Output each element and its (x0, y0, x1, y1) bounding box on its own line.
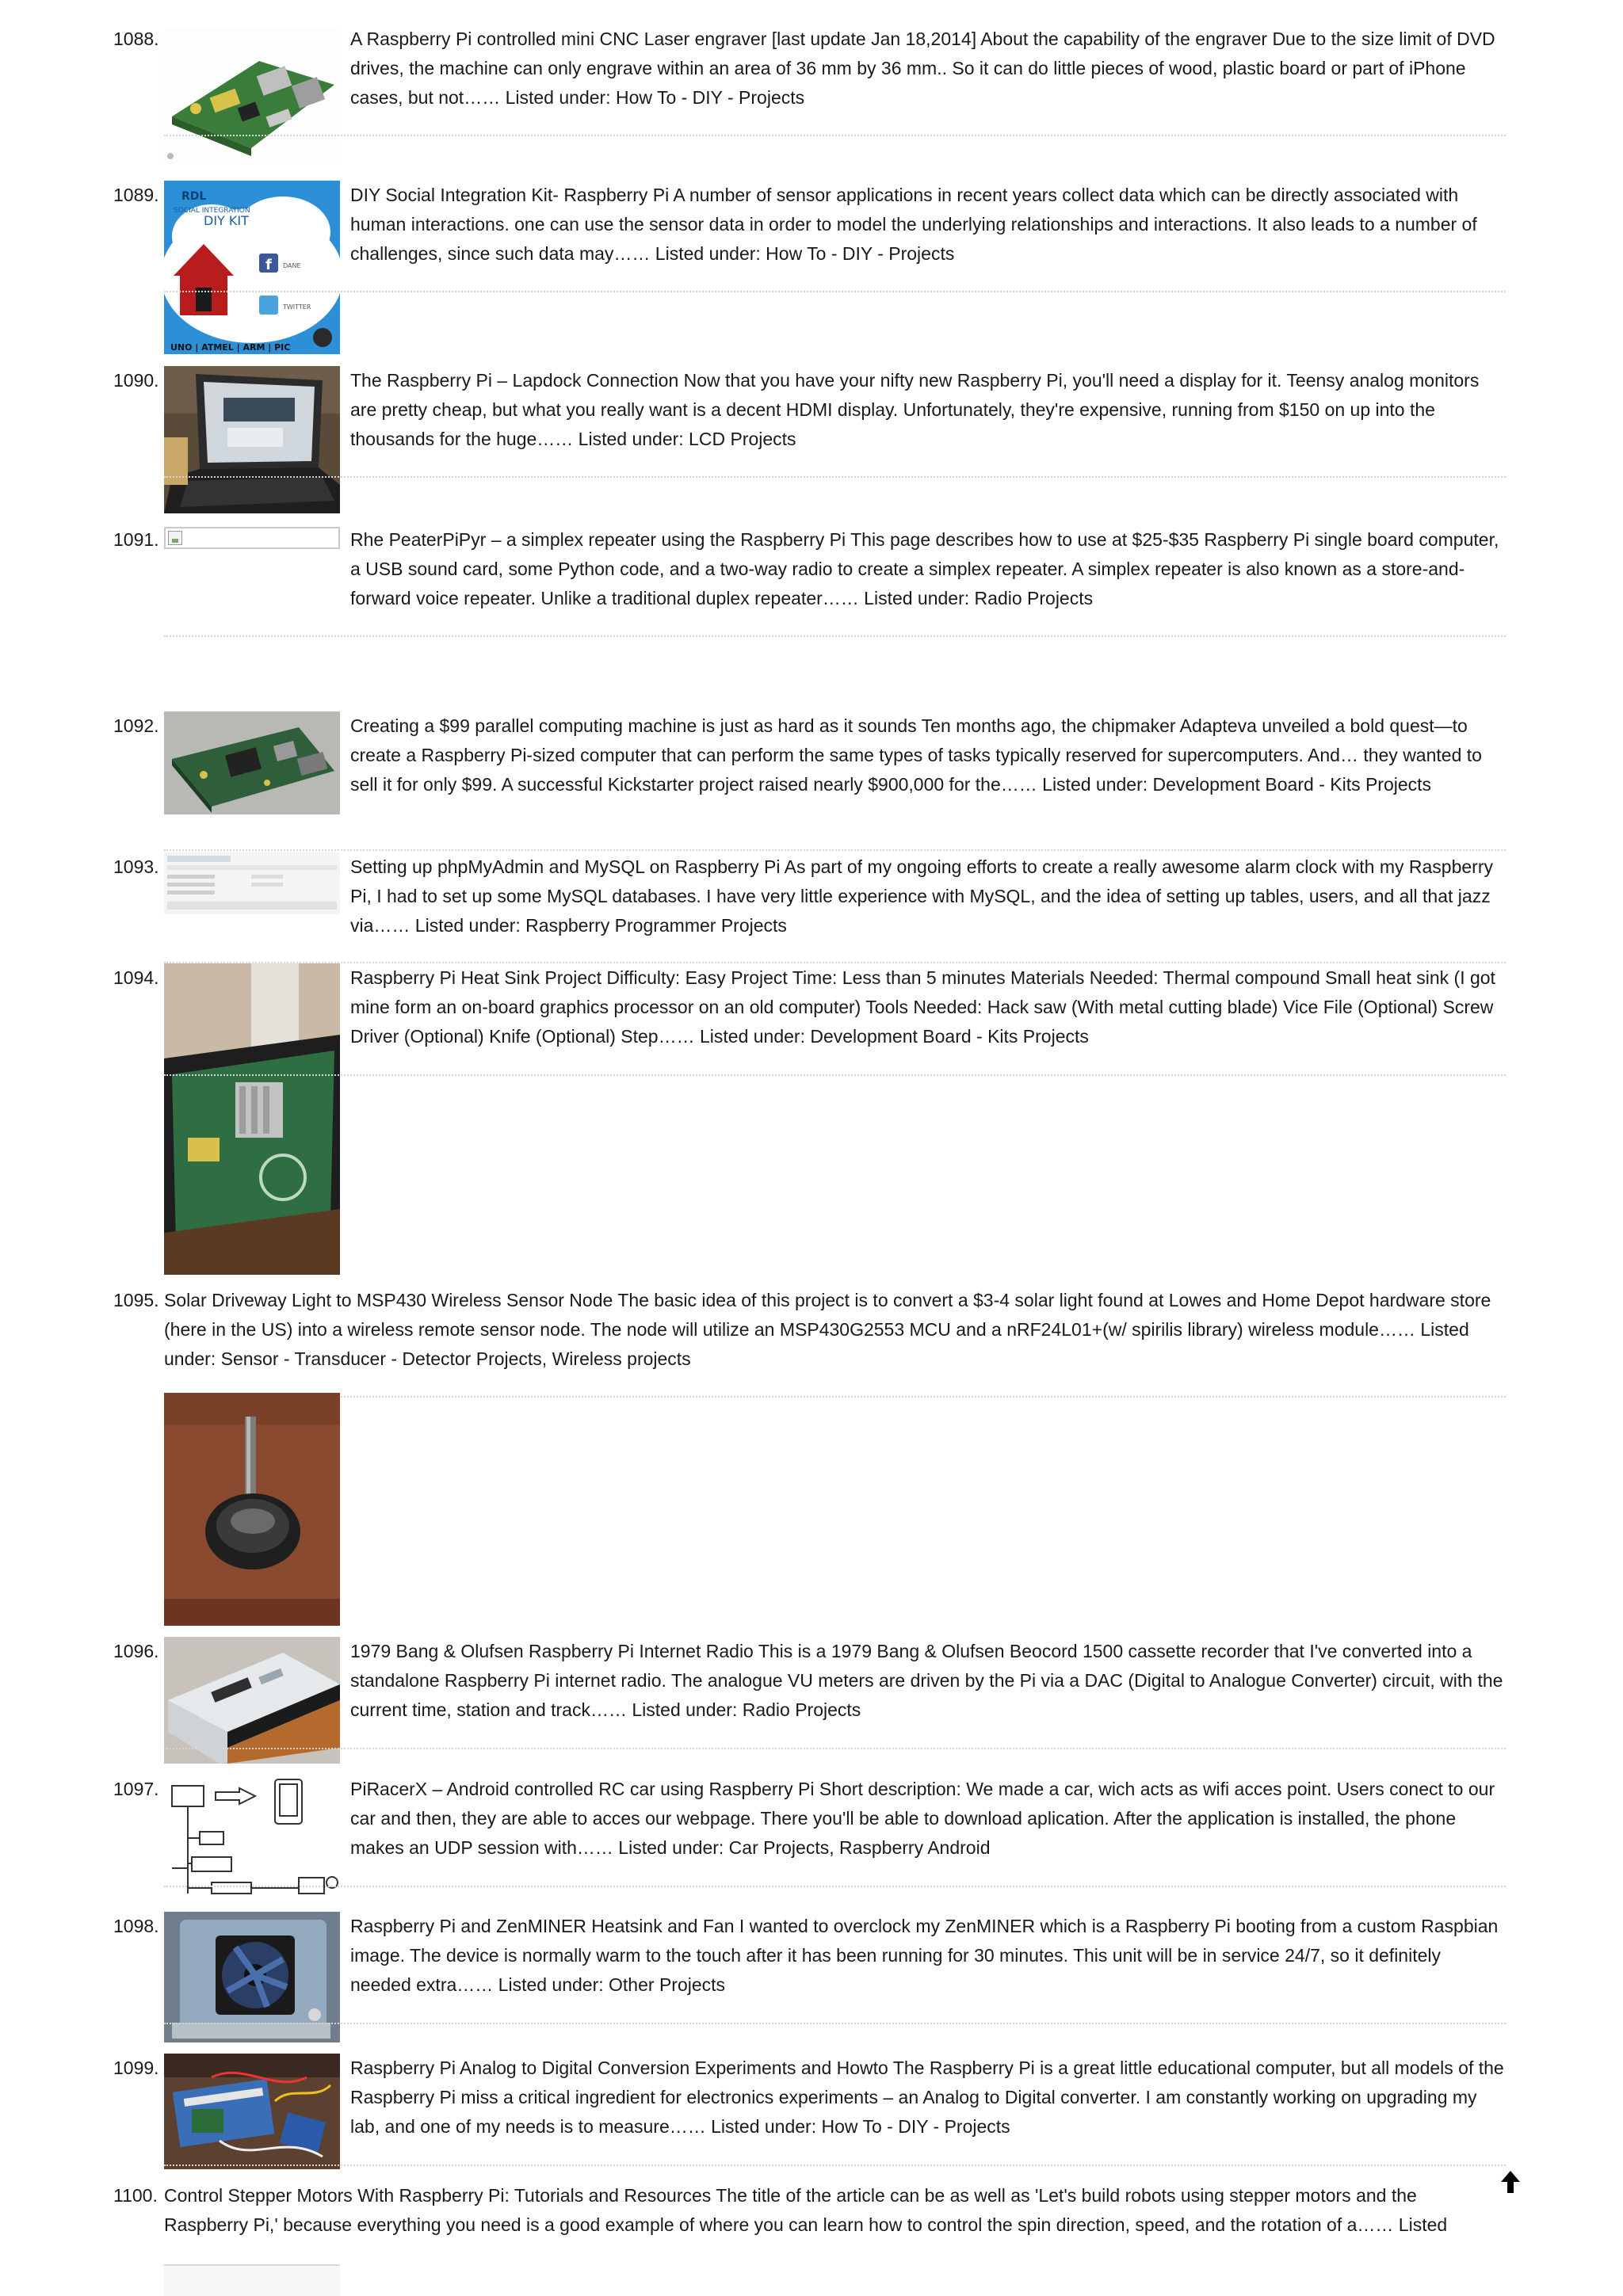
item-separator (164, 476, 1506, 478)
item-description[interactable]: Raspberry Pi and ZenMINER Heatsink and Fan I wanted to overclock my ZenMINER which is a Raspberry Pi booting from a custom Raspbian image. The device is normally warm to the touch after it has been running for 30 minutes. This unit will be in service 24/7, so it definitely needed extra…… Listed under: Other Projects (350, 1916, 1499, 1995)
item-thumbnail[interactable] (164, 963, 340, 1275)
item-number: 1096. (113, 1641, 159, 1661)
item-number: 1100. (113, 2185, 158, 2206)
item-thumbnail[interactable] (164, 1775, 340, 1901)
item-description[interactable]: Solar Driveway Light to MSP430 Wireless Sensor Node The basic idea of this project is to convert a $3-4 solar light found at Lowes and Home Depot hardware store (here in the US) into a wireless remote sensor node. The node will utilize an MSP430G2553 MCU and a nRF24L01+(w/ spirilis library) wireless module…… Listed under: Sensor - Transducer - Detector Projects, Wireless projects (164, 1290, 1491, 1369)
item-separator (164, 1886, 1506, 1887)
item-number: 1098. (113, 1916, 159, 1936)
item-description[interactable]: A Raspberry Pi controlled mini CNC Laser engraver [last update Jan 18,2014] About the capability of the engraver Due to the size limit of DVD drives, the machine can only engrave within an area of 36 mm by 36 mm.. So it can do little pieces of wood, plastic board or part of iPhone cases, but not…… Listed under: How To - DIY - Projects (350, 29, 1495, 108)
item-thumbnail[interactable] (164, 2054, 340, 2169)
item-description[interactable]: Rhe PeaterPiPyr – a simplex repeater using the Raspberry Pi This page describes how to use at $25-$35 Raspberry Pi single board computer, a USB sound card, some Python code, and a two-way radio to create a simplex repeater. A simplex repeater is also known as a store-and-forward voice repeater. Unlike a traditional duplex repeater…… Listed under: Radio Projects (350, 529, 1499, 608)
item-thumbnail[interactable] (164, 29, 340, 164)
item-thumbnail[interactable] (164, 366, 340, 513)
item-separator (164, 135, 1506, 136)
item-number: 1095. (113, 1290, 159, 1310)
item-thumbnail[interactable] (164, 1393, 340, 1626)
item-separator (164, 1396, 1506, 1398)
item-description[interactable]: Creating a $99 parallel computing machine is just as hard as it sounds Ten months ago, the chipmaker Adapteva unveiled a bold quest—to create a Raspberry Pi-sized computer that can perform the same types of tasks typically reserved for supercomputers. And… they wanted to sell it for only $99. A successful Kickstarter project raised nearly $900,000 for the…… Listed under: Development Board - Kits Projects (350, 715, 1482, 795)
item-description[interactable]: Raspberry Pi Analog to Digital Conversion Experiments and Howto The Raspberry Pi is a great little educational computer, but all models of the Raspberry Pi miss a critical ingredient for electronics experiments – an Analog to Digital converter. I am constantly working on upgrading my lab, and one of my needs is to measure…… Listed under: How To - DIY - Projects (350, 2058, 1504, 2137)
thumb-fb: DANE (283, 262, 301, 269)
item-description[interactable]: Control Stepper Motors With Raspberry Pi: Tutorials and Resources The title of the article can be as well as 'Let's build robots using stepper motors and the Raspberry Pi,' because everything you need is a good example of where you can learn how to control the spin direction, speed, and the rotation of a…… Listed (164, 2185, 1448, 2235)
item-number: 1099. (113, 2058, 159, 2078)
svg-text:f: f (265, 257, 272, 273)
thumb-title: SOCIAL INTEGRATION (174, 207, 250, 215)
item-separator (164, 849, 1506, 851)
item-thumbnail[interactable] (164, 711, 340, 814)
arrow-up-icon (1499, 2169, 1522, 2195)
item-number: 1089. (113, 185, 159, 205)
item-thumbnail-broken[interactable] (164, 527, 340, 549)
item-thumbnail[interactable] (164, 1637, 340, 1764)
item-number: 1090. (113, 370, 159, 391)
thumb-brand: RDL (181, 190, 207, 203)
item-thumbnail[interactable] (164, 852, 340, 914)
item-number: 1097. (113, 1779, 159, 1799)
item-number: 1093. (113, 856, 159, 877)
item-number: 1094. (113, 967, 159, 988)
item-separator (164, 1748, 1506, 1749)
thumb-tw: TWITTER (283, 303, 311, 311)
item-separator (164, 291, 1506, 292)
item-thumbnail[interactable] (164, 2264, 340, 2296)
item-number: 1091. (113, 529, 159, 550)
thumb-footer: UNO | ATMEL | ARM | PIC (170, 342, 291, 353)
item-number: 1092. (113, 715, 159, 736)
item-separator (164, 2164, 1506, 2166)
item-separator (164, 635, 1506, 637)
item-number: 1088. (113, 29, 159, 49)
item-description[interactable]: Setting up phpMyAdmin and MySQL on Raspberry Pi As part of my ongoing efforts to create a really awesome alarm clock with my Raspberry Pi, I had to set up some MySQL databases. I have very little experience with MySQL, and the idea of setting up tables, users, and all that jazz via…… Listed under: Raspberry Programmer Projects (350, 856, 1493, 936)
broken-image-icon (168, 531, 182, 545)
item-description[interactable]: 1979 Bang & Olufsen Raspberry Pi Internet Radio This is a 1979 Bang & Olufsen Beocord 1500 cassette recorder that I've converted into a standalone Raspberry Pi internet radio. The analogue VU meters are driven by the Pi via a DAC (Digital to Analogue Converter) circuit, with the current time, station and track…… Listed under: Radio Projects (350, 1641, 1503, 1720)
item-description[interactable]: Raspberry Pi Heat Sink Project Difficulty: Easy Project Time: Less than 5 minutes Materials Needed: Thermal compound Small heat sink (I got mine form an on-board graphics processor on an old computer) Tools Needed: Hack saw (With metal cutting blade) Vice File (Optional) Screw Driver (Optional) Knife (Optional) Step…… Listed under: Development Board - Kits Projects (350, 967, 1495, 1047)
item-description[interactable]: The Raspberry Pi – Lapdock Connection Now that you have your nifty new Raspberry Pi, you'll need a display for it. Teensy analog monitors are pretty cheap, but what you really want is a decent HDMI display. Unfortunately, they're expensive, running from $150 on up into the thousands for the huge…… Listed under: LCD Projects (350, 370, 1480, 449)
thumb-kit: DIY KIT (204, 213, 249, 228)
item-description[interactable]: PiRacerX – Android controlled RC car using Raspberry Pi Short description: We made a car, wich acts as wifi acces point. Users conect to our car and then, they are able to acces our webpage. There you'll be able to download aplication. After the application is installed, the phone makes an UDP session with…… Listed under: Car Projects, Raspberry Android (350, 1779, 1495, 1858)
item-thumbnail[interactable] (164, 181, 340, 354)
back-to-top-button[interactable] (1499, 2169, 1522, 2195)
item-separator (164, 1074, 1506, 1076)
item-separator (164, 2023, 1506, 2024)
item-description[interactable]: DIY Social Integration Kit- Raspberry Pi A number of sensor applications in recent years collect data which can be directly associated with human interactions. one can use the sensor data in order to model the underlying relationships and interactions. It also leads to a number of challenges, since such data may…… Listed under: How To - DIY - Projects (350, 185, 1477, 264)
